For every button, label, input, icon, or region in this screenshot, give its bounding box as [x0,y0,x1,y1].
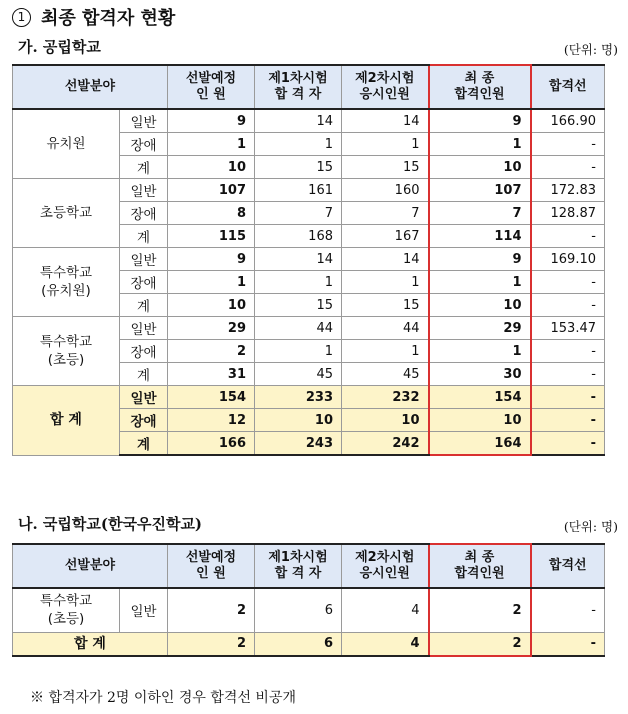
cutoff-cell: - [531,432,605,456]
category-cell: 유치원 [13,109,120,179]
final-cell: 2 [429,588,531,632]
first-cell: 15 [255,294,342,317]
cutoff-cell: - [531,156,605,179]
first-cell: 45 [255,363,342,386]
final-cell: 9 [429,109,531,133]
final-cell: 2 [429,632,531,656]
subcategory-cell: 일반 [120,179,168,202]
header-planned: 선발예정 인 원 [168,65,255,109]
planned-cell: 2 [168,588,255,632]
cutoff-cell: - [531,271,605,294]
subcategory-cell: 일반 [120,248,168,271]
planned-cell: 154 [168,386,255,409]
planned-cell: 29 [168,317,255,340]
table-row [13,588,605,632]
second-cell: 44 [342,317,429,340]
second-cell: 242 [342,432,429,456]
first-cell: 7 [255,202,342,225]
cutoff-cell: 128.87 [531,202,605,225]
total-label: 합 계 [13,386,120,456]
section-b-label: 나. 국립학교(한국우진학교) [18,515,203,533]
header-category: 선발분야 [13,65,168,109]
subcategory-cell: 장애 [120,202,168,225]
second-cell: 15 [342,156,429,179]
section-b-unit: (단위: 명) [563,519,618,534]
subcategory-cell: 계 [120,363,168,386]
second-cell: 4 [342,588,429,632]
first-cell: 6 [255,632,342,656]
section-number: 1 [12,8,31,27]
table-row [13,109,605,133]
cutoff-cell: - [531,363,605,386]
cutoff-cell: 166.90 [531,109,605,133]
cutoff-cell: 172.83 [531,179,605,202]
planned-cell: 166 [168,432,255,456]
second-cell: 167 [342,225,429,248]
subcategory-cell: 일반 [120,386,168,409]
section-a-unit: (단위: 명) [563,42,618,57]
table-row [13,248,605,271]
planned-cell: 31 [168,363,255,386]
subcategory-cell: 계 [120,294,168,317]
planned-cell: 107 [168,179,255,202]
category-cell: 특수학교 (초등) [13,317,120,386]
subcategory-cell: 장애 [120,133,168,156]
planned-cell: 10 [168,294,255,317]
public-school-table [12,64,605,456]
table-header-row [13,65,605,109]
header-category: 선발분야 [13,544,168,588]
final-cell: 1 [429,340,531,363]
planned-cell: 9 [168,109,255,133]
header-first: 제1차시험 합 격 자 [255,544,342,588]
planned-cell: 1 [168,271,255,294]
second-cell: 4 [342,632,429,656]
planned-cell: 115 [168,225,255,248]
second-cell: 14 [342,248,429,271]
final-cell: 107 [429,179,531,202]
first-cell: 15 [255,156,342,179]
subcategory-cell: 일반 [120,317,168,340]
category-cell: 특수학교 (유치원) [13,248,120,317]
header-second: 제2차시험 응시인원 [342,65,429,109]
first-cell: 1 [255,340,342,363]
first-cell: 1 [255,133,342,156]
table-header-row [13,544,605,588]
table-row [13,179,605,202]
first-cell: 168 [255,225,342,248]
final-cell: 29 [429,317,531,340]
first-cell: 14 [255,248,342,271]
header-second: 제2차시험 응시인원 [342,544,429,588]
cutoff-cell: 153.47 [531,317,605,340]
page-title-text: 최종 합격자 현황 [41,8,176,29]
category-cell: 초등학교 [13,179,120,248]
planned-cell: 10 [168,156,255,179]
header-final: 최 종 합격인원 [429,65,531,109]
page-title [12,4,175,30]
national-school-table [12,543,605,657]
cutoff-cell: - [531,225,605,248]
subcategory-cell: 계 [120,432,168,456]
total-label: 합 계 [13,632,168,656]
total-row [13,632,605,656]
final-cell: 10 [429,156,531,179]
second-cell: 14 [342,109,429,133]
final-cell: 10 [429,294,531,317]
subcategory-cell: 계 [120,225,168,248]
final-cell: 10 [429,409,531,432]
second-cell: 15 [342,294,429,317]
header-planned: 선발예정 인 원 [168,544,255,588]
final-cell: 114 [429,225,531,248]
second-cell: 10 [342,409,429,432]
final-cell: 30 [429,363,531,386]
table-row [13,317,605,340]
first-cell: 14 [255,109,342,133]
second-cell: 1 [342,271,429,294]
planned-cell: 2 [168,340,255,363]
first-cell: 161 [255,179,342,202]
final-cell: 1 [429,133,531,156]
cutoff-cell: - [531,588,605,632]
header-cutoff: 합격선 [531,65,605,109]
header-final: 최 종 합격인원 [429,544,531,588]
cutoff-cell: 169.10 [531,248,605,271]
planned-cell: 12 [168,409,255,432]
first-cell: 44 [255,317,342,340]
final-cell: 7 [429,202,531,225]
cutoff-cell: - [531,386,605,409]
section-a-label: 가. 공립학교 [18,38,101,56]
subcategory-cell: 장애 [120,271,168,294]
first-cell: 6 [255,588,342,632]
final-cell: 1 [429,271,531,294]
planned-cell: 2 [168,632,255,656]
final-cell: 154 [429,386,531,409]
header-cutoff: 합격선 [531,544,605,588]
final-cell: 9 [429,248,531,271]
cutoff-cell: - [531,133,605,156]
cutoff-cell: - [531,632,605,656]
first-cell: 233 [255,386,342,409]
header-first: 제1차시험 합 격 자 [255,65,342,109]
subcategory-cell: 계 [120,156,168,179]
subcategory-cell: 일반 [120,588,168,632]
second-cell: 1 [342,133,429,156]
second-cell: 232 [342,386,429,409]
second-cell: 7 [342,202,429,225]
subcategory-cell: 장애 [120,409,168,432]
final-cell: 164 [429,432,531,456]
planned-cell: 8 [168,202,255,225]
cutoff-cell: - [531,409,605,432]
cutoff-cell: - [531,340,605,363]
subcategory-cell: 일반 [120,109,168,133]
second-cell: 1 [342,340,429,363]
first-cell: 10 [255,409,342,432]
first-cell: 1 [255,271,342,294]
planned-cell: 9 [168,248,255,271]
second-cell: 160 [342,179,429,202]
subcategory-cell: 장애 [120,340,168,363]
second-cell: 45 [342,363,429,386]
footnote: ※ 합격자가 2명 이하인 경우 합격선 비공개 [30,690,296,706]
cutoff-cell: - [531,294,605,317]
first-cell: 243 [255,432,342,456]
total-row [13,386,605,409]
category-cell: 특수학교 (초등) [13,588,120,632]
planned-cell: 1 [168,133,255,156]
